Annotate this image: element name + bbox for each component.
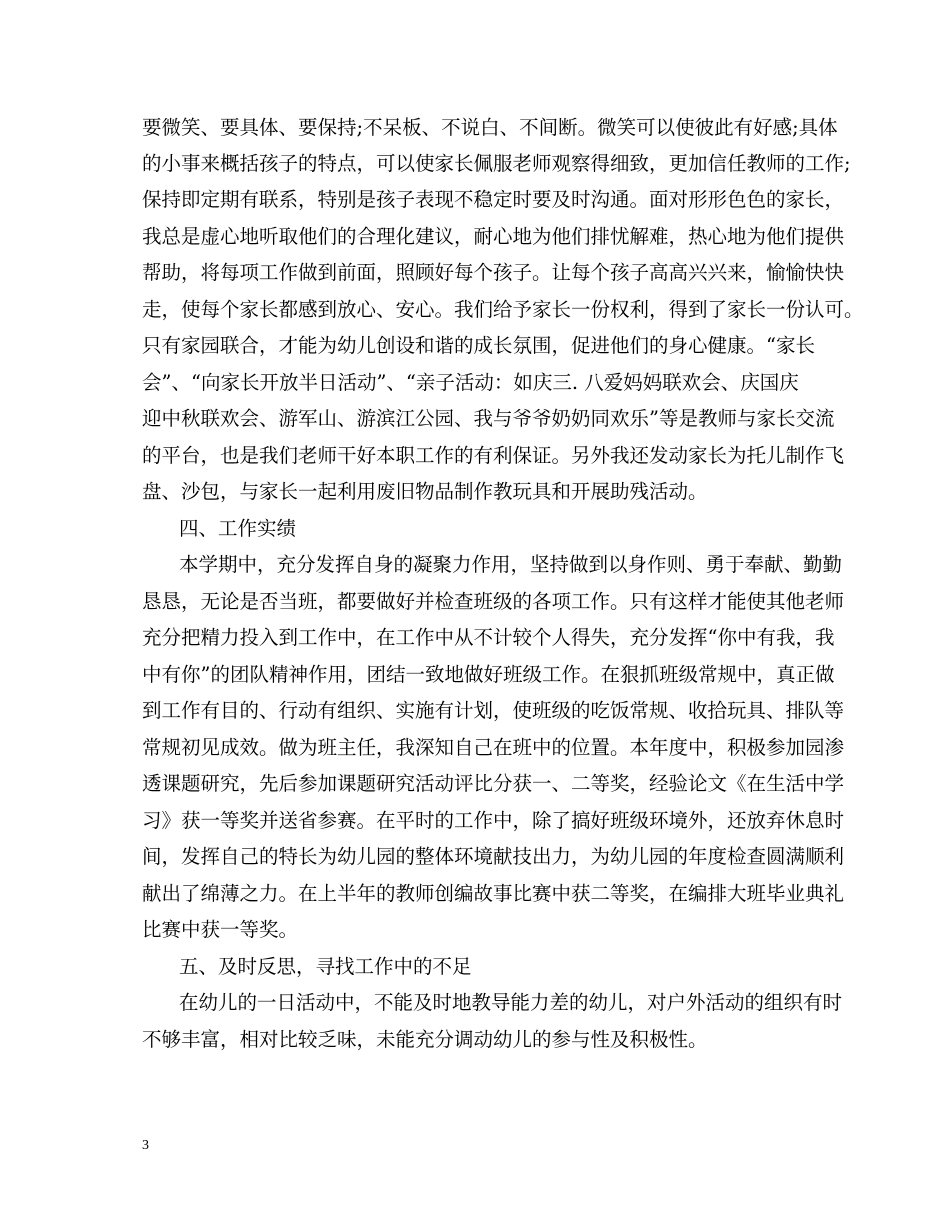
paragraph-line: 我总是虚心地听取他们的合理化建议，耐心地为他们排忧解难，热心地为他们提供 (142, 225, 845, 248)
paragraph-line: 中有你”的团队精神作用，团结一致地做好班级工作。在狠抓班级常规中，真正做 (142, 663, 835, 686)
paragraph-line: 会”、“向家长开放半日活动”、“亲子活动：如庆三. 八爱妈妈联欢会、庆国庆 (142, 371, 799, 394)
paragraph-line: 常规初见成效。做为班主任，我深知自己在班中的位置。本年度中，积极参加园渗 (142, 736, 845, 759)
paragraph-line: 的小事来概括孩子的特点，可以使家长佩服老师观察得细致，更加信任教师的工作; (142, 152, 851, 175)
paragraph-line: 帮助，将每项工作做到前面，照顾好每个孩子。让每个孩子高高兴兴来，愉愉快快 (142, 261, 845, 284)
section-heading: 五、及时反思，寻找工作中的不足 (179, 955, 472, 978)
section-heading: 四、工作实绩 (179, 517, 297, 540)
paragraph-line: 献出了绵薄之力。在上半年的教师创编故事比赛中获二等奖，在编排大班毕业典礼 (142, 882, 845, 905)
paragraph-line: 充分把精力投入到工作中，在工作中从不计较个人得失，充分发挥“你中有我，我 (142, 626, 835, 649)
paragraph-line: 保持即定期有联系，特别是孩子表现不稳定时要及时沟通。面对形形色色的家长， (142, 188, 845, 211)
paragraph-line: 恳恳，无论是否当班，都要做好并检查班级的各项工作。只有这样才能使其他老师 (142, 590, 845, 613)
paragraph-line: 到工作有目的、行动有组织、实施有计划，使班级的吃饭常规、收拾玩具、排队等 (142, 699, 845, 722)
paragraph-line: 只有家园联合，才能为幼儿创设和谐的成长氛围，促进他们的身心健康。“家长 (142, 334, 815, 357)
paragraph-line: 盘、沙包，与家长一起利用废旧物品制作教玩具和开展助残活动。 (142, 480, 708, 503)
paragraph-line: 习》获一等奖并送省参赛。在平时的工作中，除了搞好班级环境外，还放弃休息时 (142, 809, 845, 832)
paragraph-line: 本学期中，充分发挥自身的凝聚力作用，坚持做到以身作则、勇于奉献、勤勤 (179, 553, 843, 576)
paragraph-line: 的平台，也是我们老师干好本职工作的有利保证。另外我还发动家长为托儿制作飞 (142, 444, 845, 467)
paragraph-line: 不够丰富，相对比较乏味，未能充分调动幼儿的参与性及积极性。 (142, 1028, 708, 1051)
paragraph-line: 迎中秋联欢会、游军山、游滨江公园、我与爷爷奶奶同欢乐”等是教师与家长交流 (142, 407, 835, 430)
paragraph-line: 走，使每个家长都感到放心、安心。我们给予家长一份权利，得到了家长一份认可。 (142, 298, 864, 321)
paragraph-line: 要微笑、要具体、要保持;不呆板、不说白、不间断。微笑可以使彼此有好感;具体 (142, 116, 838, 139)
page-number: 3 (142, 1138, 149, 1153)
paragraph-line: 间，发挥自己的特长为幼儿园的整体环境献技出力，为幼儿园的年度检查圆满顺利 (142, 845, 845, 868)
paragraph-line: 透课题研究，先后参加课题研究活动评比分获一、二等奖，经验论文《在生活中学 (142, 772, 845, 795)
paragraph-line: 比赛中获一等奖。 (142, 918, 299, 941)
paragraph-line: 在幼儿的一日活动中，不能及时地教导能力差的幼儿，对户外活动的组织有时 (179, 991, 843, 1014)
